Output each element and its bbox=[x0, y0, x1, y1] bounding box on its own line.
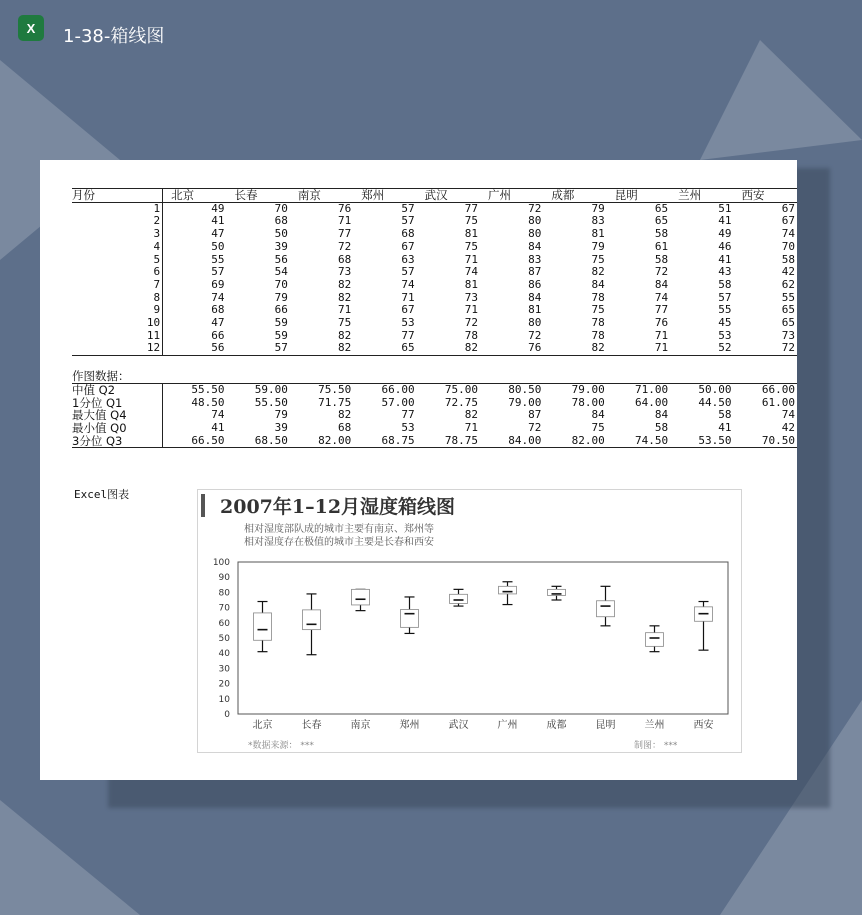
stat-value: 75 bbox=[591, 420, 605, 434]
value-cell: 82 bbox=[290, 342, 353, 355]
stat-value: 72.75 bbox=[444, 395, 479, 409]
value-cell: 71 bbox=[654, 328, 669, 342]
stat-value: 66.50 bbox=[163, 435, 227, 448]
empty-cell bbox=[163, 356, 227, 384]
y-tick-label: 80 bbox=[218, 588, 230, 599]
value-cell: 68 bbox=[401, 227, 415, 241]
value-cell: 82 bbox=[338, 328, 352, 342]
empty-cell bbox=[417, 356, 480, 384]
value-cell: 77 bbox=[401, 328, 415, 342]
stat-row bbox=[72, 383, 797, 396]
value-cell: 72 bbox=[464, 316, 479, 330]
stat-value: 82 bbox=[338, 408, 352, 422]
value-cell: 83 bbox=[591, 214, 605, 228]
value-cell: 58 bbox=[654, 227, 669, 241]
value-cell: 57 bbox=[227, 342, 290, 355]
month-cell: 12 bbox=[72, 342, 163, 355]
x-tick-label: 长春 bbox=[301, 720, 322, 731]
section-title: 作图数据： bbox=[72, 356, 163, 384]
box-iqr bbox=[303, 610, 321, 630]
stat-value: 79.00 bbox=[571, 382, 605, 396]
city-header: 武汉 bbox=[417, 189, 480, 203]
stat-value: 79.00 bbox=[508, 395, 542, 409]
stat-value: 39 bbox=[274, 420, 288, 434]
table-row bbox=[72, 292, 797, 305]
stat-value: 84 bbox=[591, 408, 605, 422]
value-cell: 59 bbox=[274, 328, 288, 342]
month-cell: 7 bbox=[72, 279, 163, 292]
value-cell: 71 bbox=[464, 303, 479, 317]
value-cell: 78 bbox=[591, 316, 605, 330]
value-cell: 79 bbox=[591, 201, 605, 215]
value-cell: 74 bbox=[654, 290, 669, 304]
value-cell: 74 bbox=[464, 265, 479, 279]
value-cell: 49 bbox=[718, 227, 732, 241]
value-cell: 84 bbox=[528, 290, 542, 304]
y-tick-label: 0 bbox=[224, 710, 230, 720]
value-cell: 76 bbox=[480, 342, 543, 355]
stat-value: 57.00 bbox=[381, 395, 415, 409]
stat-value: 84.00 bbox=[480, 435, 543, 448]
x-tick-label: 西安 bbox=[693, 720, 714, 731]
value-cell: 75 bbox=[464, 239, 479, 253]
value-cell: 87 bbox=[528, 265, 542, 279]
table-row bbox=[72, 202, 797, 215]
value-cell: 67 bbox=[781, 201, 795, 215]
empty-cell bbox=[227, 356, 290, 384]
stat-label: 1分位 Q1 bbox=[72, 397, 163, 410]
value-cell: 84 bbox=[591, 277, 605, 291]
value-cell: 51 bbox=[718, 201, 732, 215]
stat-value: 61.00 bbox=[761, 395, 795, 409]
city-header: 兰州 bbox=[670, 189, 733, 203]
value-cell: 70 bbox=[781, 239, 795, 253]
city-header: 昆明 bbox=[607, 189, 670, 203]
stat-value: 42 bbox=[781, 420, 795, 434]
value-cell: 41 bbox=[718, 214, 732, 228]
chart-plot bbox=[198, 490, 741, 752]
stat-value: 71.00 bbox=[635, 382, 669, 396]
value-cell: 69 bbox=[211, 277, 225, 291]
value-cell: 58 bbox=[781, 252, 795, 266]
city-header: 成都 bbox=[543, 189, 606, 203]
value-cell: 65 bbox=[654, 201, 669, 215]
value-cell: 71 bbox=[338, 214, 352, 228]
value-cell: 79 bbox=[591, 239, 605, 253]
y-tick-label: 40 bbox=[218, 649, 230, 660]
value-cell: 77 bbox=[338, 227, 352, 241]
value-cell: 47 bbox=[211, 227, 225, 241]
value-cell: 58 bbox=[654, 252, 669, 266]
stat-value: 82 bbox=[464, 408, 479, 422]
value-cell: 52 bbox=[670, 342, 733, 355]
value-cell: 75 bbox=[591, 252, 605, 266]
value-cell: 73 bbox=[464, 290, 479, 304]
stat-label: 最小值 Q0 bbox=[72, 422, 163, 435]
month-cell: 8 bbox=[72, 292, 163, 305]
value-cell: 84 bbox=[528, 239, 542, 253]
value-cell: 72 bbox=[654, 265, 669, 279]
stat-value: 41 bbox=[718, 420, 732, 434]
empty-cell bbox=[670, 356, 733, 384]
stat-value: 66.00 bbox=[381, 382, 415, 396]
data-table bbox=[72, 188, 797, 448]
value-cell: 65 bbox=[654, 214, 669, 228]
chart-footer-author: 制图： *** bbox=[634, 741, 678, 751]
x-tick-label: 北京 bbox=[252, 720, 273, 731]
table-row bbox=[72, 279, 797, 292]
empty-cell bbox=[290, 356, 353, 384]
value-cell: 55 bbox=[781, 290, 795, 304]
stat-value: 74 bbox=[781, 408, 795, 422]
chart-subtitle-2: 相对湿度存在极值的城市主要是长春和西安 bbox=[244, 537, 434, 548]
stat-value: 74 bbox=[211, 408, 225, 422]
value-cell: 55 bbox=[211, 252, 225, 266]
box-iqr bbox=[254, 613, 272, 640]
stat-value: 80.50 bbox=[508, 382, 542, 396]
y-tick-label: 10 bbox=[218, 694, 230, 705]
stat-value: 77 bbox=[401, 408, 415, 422]
table-row bbox=[72, 342, 797, 355]
value-cell: 49 bbox=[211, 201, 225, 215]
stat-value: 58 bbox=[654, 420, 669, 434]
value-cell: 57 bbox=[401, 201, 415, 215]
value-cell: 82 bbox=[338, 277, 352, 291]
value-cell: 67 bbox=[401, 239, 415, 253]
month-cell: 11 bbox=[72, 330, 163, 343]
city-header: 广州 bbox=[480, 189, 543, 203]
app-title: 1-38-箱线图 bbox=[63, 26, 165, 47]
value-cell: 45 bbox=[718, 316, 732, 330]
value-cell: 46 bbox=[718, 239, 732, 253]
y-tick-label: 90 bbox=[218, 573, 230, 584]
stat-value: 68.50 bbox=[227, 435, 290, 448]
value-cell: 78 bbox=[591, 290, 605, 304]
value-cell: 54 bbox=[274, 265, 288, 279]
month-cell: 10 bbox=[72, 317, 163, 330]
empty-cell bbox=[607, 356, 670, 384]
value-cell: 67 bbox=[401, 303, 415, 317]
table-row bbox=[72, 317, 797, 330]
table-row bbox=[72, 215, 797, 228]
x-tick-label: 南京 bbox=[350, 720, 371, 731]
value-cell: 57 bbox=[401, 214, 415, 228]
value-cell: 80 bbox=[528, 316, 542, 330]
month-cell: 9 bbox=[72, 304, 163, 317]
value-cell: 57 bbox=[401, 265, 415, 279]
value-cell: 41 bbox=[718, 252, 732, 266]
city-header: 郑州 bbox=[353, 189, 416, 203]
value-cell: 80 bbox=[528, 227, 542, 241]
value-cell: 56 bbox=[163, 342, 227, 355]
box-iqr bbox=[499, 586, 517, 594]
value-cell: 82 bbox=[338, 290, 352, 304]
value-cell: 66 bbox=[211, 328, 225, 342]
value-cell: 79 bbox=[274, 290, 288, 304]
table-row bbox=[72, 254, 797, 267]
box-iqr bbox=[450, 594, 468, 603]
stat-row bbox=[72, 397, 797, 410]
stat-value: 75.50 bbox=[318, 382, 352, 396]
stat-label: 3分位 Q3 bbox=[72, 435, 163, 448]
value-cell: 74 bbox=[401, 277, 415, 291]
stat-value: 48.50 bbox=[191, 395, 225, 409]
box-iqr bbox=[646, 633, 664, 647]
city-header: 北京 bbox=[163, 189, 227, 203]
value-cell: 43 bbox=[718, 265, 732, 279]
stat-value: 55.50 bbox=[254, 395, 288, 409]
stat-value: 55.50 bbox=[191, 382, 225, 396]
month-cell: 3 bbox=[72, 228, 163, 241]
stat-value: 84 bbox=[654, 408, 669, 422]
value-cell: 55 bbox=[718, 303, 732, 317]
table-row bbox=[72, 330, 797, 343]
chart-footer-source: *数据来源： *** bbox=[248, 741, 314, 751]
value-cell: 77 bbox=[464, 201, 479, 215]
value-cell: 78 bbox=[591, 328, 605, 342]
city-header: 长春 bbox=[227, 189, 290, 203]
x-tick-label: 昆明 bbox=[595, 720, 616, 731]
value-cell: 50 bbox=[211, 239, 225, 253]
value-cell: 65 bbox=[353, 342, 416, 355]
value-cell: 65 bbox=[781, 303, 795, 317]
value-cell: 57 bbox=[718, 290, 732, 304]
value-cell: 63 bbox=[401, 252, 415, 266]
stat-value: 74.50 bbox=[607, 435, 670, 448]
stat-value: 70.50 bbox=[734, 435, 797, 448]
city-header: 西安 bbox=[734, 189, 797, 203]
stat-value: 79 bbox=[274, 408, 288, 422]
value-cell: 81 bbox=[464, 277, 479, 291]
value-cell: 77 bbox=[654, 303, 669, 317]
value-cell: 74 bbox=[211, 290, 225, 304]
stat-label: 中值 Q2 bbox=[72, 383, 163, 396]
value-cell: 81 bbox=[464, 227, 479, 241]
month-cell: 5 bbox=[72, 254, 163, 267]
value-cell: 75 bbox=[464, 214, 479, 228]
value-cell: 65 bbox=[781, 316, 795, 330]
box-iqr bbox=[352, 589, 370, 605]
value-cell: 61 bbox=[654, 239, 669, 253]
stat-value: 87 bbox=[528, 408, 542, 422]
empty-cell bbox=[480, 356, 543, 384]
value-cell: 71 bbox=[401, 290, 415, 304]
value-cell: 50 bbox=[274, 227, 288, 241]
value-cell: 59 bbox=[274, 316, 288, 330]
value-cell: 68 bbox=[274, 214, 288, 228]
stat-value: 59.00 bbox=[254, 382, 288, 396]
month-cell: 6 bbox=[72, 266, 163, 279]
value-cell: 82 bbox=[543, 342, 606, 355]
value-cell: 56 bbox=[274, 252, 288, 266]
x-tick-label: 兰州 bbox=[644, 720, 665, 731]
value-cell: 81 bbox=[591, 227, 605, 241]
empty-cell bbox=[543, 356, 606, 384]
month-header: 月份 bbox=[72, 189, 163, 203]
value-cell: 75 bbox=[338, 316, 352, 330]
value-cell: 72 bbox=[338, 239, 352, 253]
section-title-row bbox=[72, 356, 797, 384]
value-cell: 71 bbox=[338, 303, 352, 317]
empty-cell bbox=[734, 356, 797, 384]
value-cell: 84 bbox=[654, 277, 669, 291]
excel-icon: X bbox=[18, 15, 44, 41]
value-cell: 73 bbox=[781, 328, 795, 342]
chart-title: 2007年1–12月湿度箱线图 bbox=[220, 496, 456, 518]
stat-value: 44.50 bbox=[698, 395, 732, 409]
chart-subtitle-1: 相对湿度部队成的城市主要有南京、郑州等 bbox=[244, 524, 434, 535]
box-iqr bbox=[401, 610, 419, 628]
excel-chart-label: Excel图表 bbox=[74, 488, 130, 501]
stat-value: 71 bbox=[464, 420, 479, 434]
value-cell: 39 bbox=[274, 239, 288, 253]
stat-value: 72 bbox=[528, 420, 542, 434]
value-cell: 72 bbox=[528, 201, 542, 215]
stat-value: 53 bbox=[401, 420, 415, 434]
boxplot-chart bbox=[197, 489, 742, 753]
value-cell: 80 bbox=[528, 214, 542, 228]
empty-cell bbox=[353, 356, 416, 384]
value-cell: 57 bbox=[211, 265, 225, 279]
y-tick-label: 60 bbox=[218, 618, 230, 629]
stat-value: 53.50 bbox=[670, 435, 733, 448]
value-cell: 68 bbox=[211, 303, 225, 317]
box-iqr bbox=[597, 601, 615, 617]
stat-value: 82.00 bbox=[543, 435, 606, 448]
value-cell: 70 bbox=[274, 201, 288, 215]
stat-value: 78.00 bbox=[571, 395, 605, 409]
value-cell: 76 bbox=[338, 201, 352, 215]
table-row bbox=[72, 266, 797, 279]
value-cell: 81 bbox=[528, 303, 542, 317]
stat-value: 68.75 bbox=[353, 435, 416, 448]
value-cell: 71 bbox=[607, 342, 670, 355]
stat-value: 41 bbox=[211, 420, 225, 434]
value-cell: 72 bbox=[734, 342, 797, 355]
table-row bbox=[72, 241, 797, 254]
table-row bbox=[72, 228, 797, 241]
spreadsheet-page bbox=[40, 160, 797, 780]
value-cell: 74 bbox=[781, 227, 795, 241]
value-cell: 71 bbox=[464, 252, 479, 266]
value-cell: 41 bbox=[211, 214, 225, 228]
stat-value: 64.00 bbox=[635, 395, 669, 409]
value-cell: 66 bbox=[274, 303, 288, 317]
value-cell: 62 bbox=[781, 277, 795, 291]
value-cell: 83 bbox=[528, 252, 542, 266]
table-row bbox=[72, 304, 797, 317]
value-cell: 53 bbox=[718, 328, 732, 342]
value-cell: 73 bbox=[338, 265, 352, 279]
value-cell: 76 bbox=[654, 316, 669, 330]
value-cell: 75 bbox=[591, 303, 605, 317]
y-tick-label: 70 bbox=[218, 603, 230, 614]
stat-value: 58 bbox=[718, 408, 732, 422]
stat-value: 68 bbox=[338, 420, 352, 434]
city-header: 南京 bbox=[290, 189, 353, 203]
x-tick-label: 武汉 bbox=[448, 720, 469, 731]
value-cell: 47 bbox=[211, 316, 225, 330]
value-cell: 78 bbox=[464, 328, 479, 342]
table-header-row bbox=[72, 189, 797, 203]
month-cell: 4 bbox=[72, 241, 163, 254]
stat-value: 66.00 bbox=[761, 382, 795, 396]
value-cell: 53 bbox=[401, 316, 415, 330]
value-cell: 58 bbox=[718, 277, 732, 291]
stat-value: 78.75 bbox=[417, 435, 480, 448]
y-tick-label: 30 bbox=[218, 664, 230, 675]
stat-value: 82.00 bbox=[290, 435, 353, 448]
y-tick-label: 100 bbox=[212, 558, 230, 568]
value-cell: 42 bbox=[781, 265, 795, 279]
value-cell: 86 bbox=[528, 277, 542, 291]
stat-row bbox=[72, 409, 797, 422]
stat-row bbox=[72, 435, 797, 448]
month-cell: 1 bbox=[72, 202, 163, 215]
x-tick-label: 郑州 bbox=[399, 720, 420, 731]
stat-label: 最大值 Q4 bbox=[72, 409, 163, 422]
value-cell: 68 bbox=[338, 252, 352, 266]
value-cell: 82 bbox=[417, 342, 480, 355]
value-cell: 70 bbox=[274, 277, 288, 291]
stat-row bbox=[72, 422, 797, 435]
x-tick-label: 成都 bbox=[546, 720, 567, 731]
stat-value: 71.75 bbox=[318, 395, 352, 409]
stat-value: 75.00 bbox=[444, 382, 479, 396]
y-tick-label: 50 bbox=[218, 634, 230, 644]
x-tick-label: 广州 bbox=[497, 720, 518, 731]
stat-value: 50.00 bbox=[698, 382, 732, 396]
value-cell: 67 bbox=[781, 214, 795, 228]
value-cell: 72 bbox=[528, 328, 542, 342]
value-cell: 82 bbox=[591, 265, 605, 279]
month-cell: 2 bbox=[72, 215, 163, 228]
y-tick-label: 20 bbox=[218, 679, 230, 690]
